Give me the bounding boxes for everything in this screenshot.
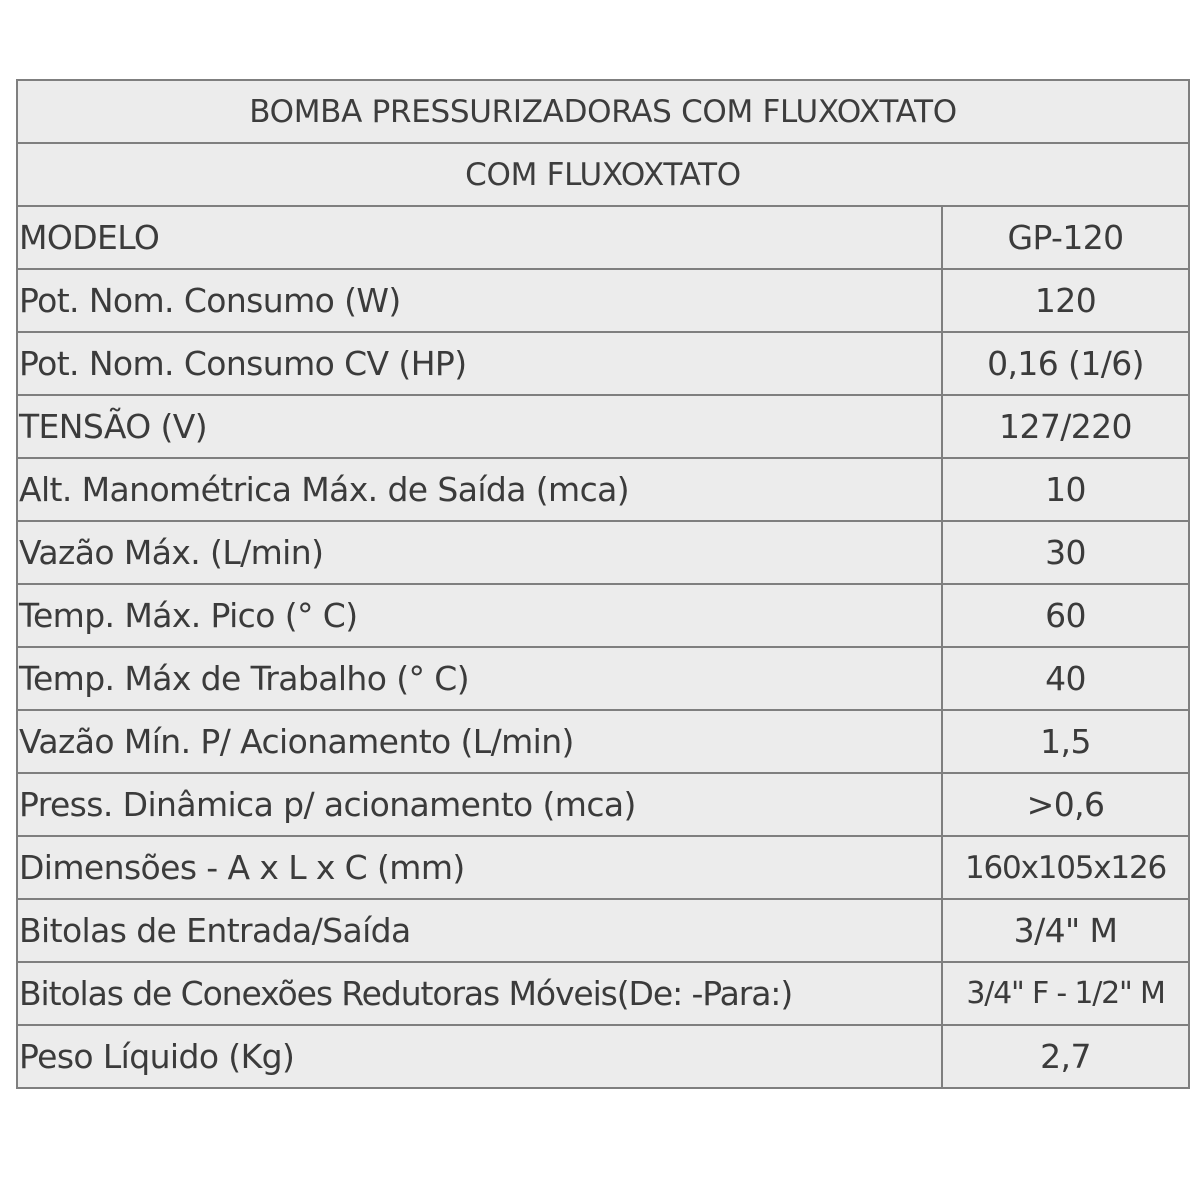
table-row <box>17 836 1189 899</box>
table-title: BOMBA PRESSURIZADORAS COM FLUXOXTATO <box>17 80 1189 143</box>
spec-label-modelo: MODELO <box>17 206 942 269</box>
table-row <box>17 773 1189 836</box>
spec-value-peso: 2,7 <box>942 1025 1189 1088</box>
table-row <box>17 647 1189 710</box>
spec-label-dimensoes: Dimensões - A x L x C (mm) <box>17 836 942 899</box>
spec-value-potencia-w: 120 <box>942 269 1189 332</box>
spec-value-potencia-cv: 0,16 (1/6) <box>942 332 1189 395</box>
table-row <box>17 1025 1189 1088</box>
table-row <box>17 395 1189 458</box>
spec-label-tensao: TENSÃO (V) <box>17 395 942 458</box>
spec-label-vazao-max: Vazão Máx. (L/min) <box>17 521 942 584</box>
table-row <box>17 269 1189 332</box>
spec-label-temp-pico: Temp. Máx. Pico (° C) <box>17 584 942 647</box>
table-row <box>17 206 1189 269</box>
table-row <box>17 584 1189 647</box>
spec-value-vazao-min: 1,5 <box>942 710 1189 773</box>
spec-value-temp-trabalho: 40 <box>942 647 1189 710</box>
spec-value-dimensoes: 160x105x126 <box>942 836 1189 899</box>
spec-value-vazao-max: 30 <box>942 521 1189 584</box>
spec-label-peso: Peso Líquido (Kg) <box>17 1025 942 1088</box>
spec-table <box>16 79 1190 1089</box>
spec-label-potencia-w: Pot. Nom. Consumo (W) <box>17 269 942 332</box>
spec-label-vazao-min: Vazão Mín. P/ Acionamento (L/min) <box>17 710 942 773</box>
table-row <box>17 710 1189 773</box>
spec-value-bitolas-conexoes: 3/4" F - 1/2" M <box>942 962 1189 1025</box>
title-row <box>17 80 1189 143</box>
spec-value-temp-pico: 60 <box>942 584 1189 647</box>
spec-label-temp-trabalho: Temp. Máx de Trabalho (° C) <box>17 647 942 710</box>
spec-label-press-dinamica: Press. Dinâmica p/ acionamento (mca) <box>17 773 942 836</box>
spec-value-tensao: 127/220 <box>942 395 1189 458</box>
spec-value-alt-manometrica: 10 <box>942 458 1189 521</box>
spec-label-potencia-cv: Pot. Nom. Consumo CV (HP) <box>17 332 942 395</box>
table-row <box>17 332 1189 395</box>
table-row <box>17 458 1189 521</box>
table-row <box>17 899 1189 962</box>
table-row <box>17 521 1189 584</box>
spec-value-modelo: GP-120 <box>942 206 1189 269</box>
spec-label-bitolas-entrada-saida: Bitolas de Entrada/Saída <box>17 899 942 962</box>
spec-label-bitolas-conexoes: Bitolas de Conexões Redutoras Móveis(De: -Para:) <box>17 962 942 1025</box>
spec-value-press-dinamica: >0,6 <box>942 773 1189 836</box>
spec-value-bitolas-entrada-saida: 3/4" M <box>942 899 1189 962</box>
table-subtitle: COM FLUXOXTATO <box>17 143 1189 206</box>
table-row <box>17 962 1189 1025</box>
subtitle-row <box>17 143 1189 206</box>
spec-label-alt-manometrica: Alt. Manométrica Máx. de Saída (mca) <box>17 458 942 521</box>
